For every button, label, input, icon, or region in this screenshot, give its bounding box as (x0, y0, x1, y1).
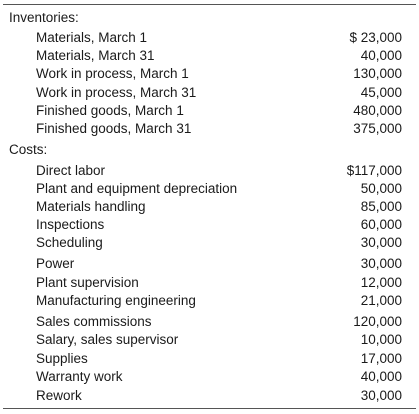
inventories-heading: Inventories: (9, 10, 79, 25)
cost-row (0, 216, 419, 234)
cost-value: 10,000 (360, 332, 402, 347)
cost-value: 120,000 (353, 314, 402, 329)
inventory-value: 375,000 (353, 121, 402, 136)
cost-label: Plant supervision (36, 275, 139, 290)
cost-label: Salary, sales supervisor (36, 332, 179, 347)
top-rule (3, 4, 416, 5)
cost-value: $117,000 (346, 163, 402, 178)
inventory-label: Finished goods, March 31 (36, 121, 192, 136)
cost-value: 17,000 (360, 351, 402, 366)
cost-value: 85,000 (360, 199, 402, 214)
cost-value: 60,000 (360, 217, 402, 232)
inventory-label: Work in process, March 31 (36, 85, 197, 100)
cost-row (0, 331, 419, 349)
cost-row (0, 387, 419, 405)
cost-row (0, 350, 419, 368)
cost-label: Manufacturing engineering (36, 293, 196, 308)
cost-label: Scheduling (36, 235, 103, 250)
cost-label: Supplies (36, 351, 88, 366)
inventory-label: Materials, March 31 (36, 48, 155, 63)
inventory-row (0, 65, 419, 83)
cost-row (0, 162, 419, 180)
cost-row (0, 255, 419, 273)
cost-value: 12,000 (360, 275, 402, 290)
inventory-row (0, 102, 419, 120)
cost-row (0, 368, 419, 386)
cost-label: Direct labor (36, 163, 106, 178)
inventory-row (0, 120, 419, 138)
inventory-value: 45,000 (360, 85, 402, 100)
cost-label: Rework (36, 388, 82, 403)
cost-label: Power (36, 256, 75, 271)
cost-row (0, 313, 419, 331)
inventory-row (0, 47, 419, 65)
cost-value: 21,000 (360, 293, 402, 308)
cost-label: Plant and equipment depreciation (36, 181, 238, 196)
inventory-row (0, 29, 419, 47)
inventory-label: Work in process, March 1 (36, 66, 189, 81)
cost-row (0, 234, 419, 252)
inventory-label: Materials, March 1 (36, 30, 148, 45)
costs-heading: Costs: (9, 142, 48, 157)
cost-row (0, 274, 419, 292)
inventory-value: 130,000 (353, 66, 402, 81)
inventory-value: $ 23,000 (349, 30, 402, 45)
inventory-value: 480,000 (353, 103, 402, 118)
cost-label: Warranty work (36, 369, 123, 384)
bottom-rule (3, 408, 416, 409)
cost-row (0, 180, 419, 198)
inventory-value: 40,000 (360, 48, 402, 63)
cost-value: 30,000 (360, 388, 402, 403)
cost-value: 30,000 (360, 256, 402, 271)
cost-value: 40,000 (360, 369, 402, 384)
cost-row (0, 292, 419, 310)
cost-label: Materials handling (36, 199, 146, 214)
inventory-label: Finished goods, March 1 (36, 103, 184, 118)
cost-value: 50,000 (360, 181, 402, 196)
inventory-row (0, 84, 419, 102)
cost-value: 30,000 (360, 235, 402, 250)
cost-row (0, 198, 419, 216)
cost-label: Inspections (36, 217, 105, 232)
cost-label: Sales commissions (36, 314, 152, 329)
